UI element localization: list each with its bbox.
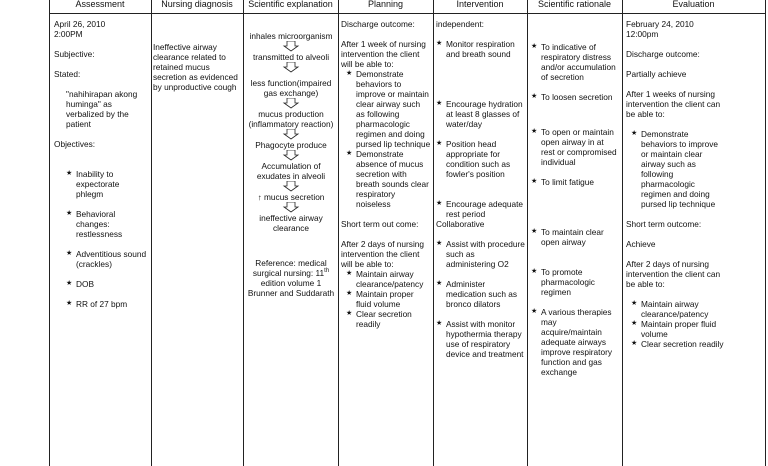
down-arrow-icon xyxy=(282,41,300,52)
evaluation-short-label: Short term outcome: xyxy=(626,219,702,229)
discharge-outcome-intro: After 1 week of nursing intervention the client will be able to: xyxy=(341,39,426,69)
intervention-text: Administer medication such as bronco dilators xyxy=(446,279,518,309)
objective-item xyxy=(54,209,148,239)
pathophysiology-step: less function(impaired gas exchange) xyxy=(250,78,332,98)
table-border-left xyxy=(49,0,50,466)
stated-label: Stated: xyxy=(54,69,81,79)
person-bullet-icon: ★ xyxy=(346,310,353,317)
pathophysiology-step: Accumulation of exudates in alveoli xyxy=(256,161,326,181)
objective-item xyxy=(54,299,148,309)
intervention-text: Assist with monitor hypothermia therapy use of respiratory device and treatment xyxy=(446,319,524,359)
objective-text: Behavioral changes: restlessness xyxy=(76,209,123,239)
person-bullet-icon: ★ xyxy=(531,43,538,50)
header-evaluation: Evaluation xyxy=(672,0,715,9)
rationale-item xyxy=(531,177,619,187)
person-bullet-icon: ★ xyxy=(66,280,73,287)
rationale-text: To maintain clear open airway xyxy=(541,227,604,247)
planning-item xyxy=(341,69,431,149)
evaluation-item-text: Maintain airway clearance/patency xyxy=(641,299,709,319)
rationale-item xyxy=(531,267,619,297)
objective-text: Inability to expectorate phlegm xyxy=(76,169,120,199)
person-bullet-icon: ★ xyxy=(346,70,353,77)
intervention-text: Encourage adequate rest period xyxy=(446,199,524,219)
column-divider xyxy=(243,0,244,466)
evaluation-item-text: Maintain proper fluid volume xyxy=(641,319,717,339)
person-bullet-icon: ★ xyxy=(66,170,73,177)
evaluation-item xyxy=(626,339,731,349)
planning-item-text: Demonstrate absence of mucus secretion with breath sounds clear respiratory noiseless xyxy=(356,149,429,209)
diagnosis-cell xyxy=(153,42,241,92)
intervention-item xyxy=(436,199,525,219)
rationale-text: To limit fatigue xyxy=(541,177,595,187)
person-bullet-icon: ★ xyxy=(66,250,73,257)
header-nursing-diagnosis: Nursing diagnosis xyxy=(161,0,233,9)
pathophysiology-step: inhales microorganism xyxy=(249,31,333,41)
planning-item-text: Clear secretion readily xyxy=(356,309,412,329)
evaluation-short-result: Achieve xyxy=(626,239,656,249)
down-arrow-icon xyxy=(282,181,300,192)
column-divider xyxy=(338,0,339,466)
intervention-item xyxy=(436,319,525,359)
intervention-item xyxy=(436,99,525,129)
person-bullet-icon: ★ xyxy=(346,290,353,297)
rationale-text: To open or maintain open airway in at rest or compromised individual xyxy=(541,127,617,167)
short-term-outcome-intro: After 2 days of nursing intervention the client will be able to: xyxy=(341,239,425,269)
intervention-text: Monitor respiration and breath sound xyxy=(446,39,515,59)
person-bullet-icon: ★ xyxy=(346,150,353,157)
rationale-item xyxy=(531,42,619,82)
evaluation-time: 12:00pm xyxy=(626,29,659,39)
intervention-text: Assist with procedure such as administering O2 xyxy=(446,239,525,269)
reference-text xyxy=(247,258,335,298)
rationale-text: To promote pharmacologic regimen xyxy=(541,267,595,297)
header-intervention: Intervention xyxy=(456,0,504,9)
planning-cell xyxy=(341,19,431,329)
person-bullet-icon: ★ xyxy=(436,240,443,247)
person-bullet-icon: ★ xyxy=(531,93,538,100)
rationale-cell xyxy=(531,42,619,377)
person-bullet-icon: ★ xyxy=(436,40,443,47)
pathophysiology-step: mucus production (inflammatory reaction) xyxy=(248,109,334,129)
reference-line: Reference: medical surgical nursing: 11 xyxy=(252,258,327,278)
column-divider xyxy=(622,0,623,466)
column-divider xyxy=(433,0,434,466)
objective-item xyxy=(54,279,148,289)
pathophysiology-step: Phagocyte produce xyxy=(255,140,327,150)
evaluation-item xyxy=(626,129,719,209)
planning-item xyxy=(341,269,431,289)
evaluation-date: February 24, 2010 xyxy=(626,19,694,29)
intervention-item xyxy=(436,239,525,269)
evaluation-discharge-label: Discharge outcome: xyxy=(626,49,700,59)
planning-item-text: Demonstrate behaviors to improve or maintain clear airway such as following pharmacologic regimen and doing pursed lip technique xyxy=(356,69,431,149)
objectives-label: Objectives: xyxy=(54,139,96,149)
person-bullet-icon: ★ xyxy=(531,268,538,275)
header-planning: Planning xyxy=(367,0,404,9)
assessment-cell xyxy=(54,19,148,309)
planning-item xyxy=(341,289,431,309)
assessment-date: April 26, 2010 xyxy=(54,19,106,29)
planning-item-text: Maintain proper fluid volume xyxy=(356,289,414,309)
rationale-text: To loosen secretion xyxy=(541,92,613,102)
evaluation-short-intro: After 2 days of nursing intervention the client can be able to: xyxy=(626,259,721,289)
evaluation-item-text: Clear secretion readily xyxy=(641,339,724,349)
person-bullet-icon: ★ xyxy=(531,228,538,235)
evaluation-discharge-intro: After 1 weeks of nursing intervention the client can be able to: xyxy=(626,89,721,119)
care-plan-table xyxy=(49,0,766,466)
explanation-cell xyxy=(247,31,335,298)
reference-line: edition volume 1 Brunner and Suddarath xyxy=(247,278,335,298)
rationale-item xyxy=(531,227,619,247)
table-border-right xyxy=(765,0,766,466)
rationale-item xyxy=(531,307,619,377)
evaluation-item xyxy=(626,299,731,319)
header-divider xyxy=(49,13,766,14)
rationale-text: To indicative of respiratory distress and/or accumulation of secretion xyxy=(541,42,616,82)
pathophysiology-step: ineffective airway clearance xyxy=(259,213,323,233)
independent-label: independent: xyxy=(436,19,484,29)
rationale-item xyxy=(531,92,619,102)
header-assessment: Assessment xyxy=(75,0,125,9)
person-bullet-icon: ★ xyxy=(66,210,73,217)
evaluation-discharge-result: Partially achieve xyxy=(626,69,687,79)
intervention-item xyxy=(436,139,525,179)
intervention-cell xyxy=(436,19,525,359)
person-bullet-icon: ★ xyxy=(531,128,538,135)
person-bullet-icon: ★ xyxy=(436,320,443,327)
down-arrow-icon xyxy=(282,62,300,73)
objective-text: RR of 27 bpm xyxy=(76,299,128,309)
objective-text: DOB xyxy=(76,279,94,289)
evaluation-item xyxy=(626,319,731,339)
down-arrow-icon xyxy=(282,98,300,109)
person-bullet-icon: ★ xyxy=(436,140,443,147)
planning-item xyxy=(341,149,431,209)
person-bullet-icon: ★ xyxy=(531,308,538,315)
person-bullet-icon: ★ xyxy=(631,130,638,137)
person-bullet-icon: ★ xyxy=(346,270,353,277)
patient-quote: "nahihirapan akong huminga" as verbalized by the patient xyxy=(66,89,138,129)
objective-item xyxy=(54,169,148,199)
pathophysiology-step: ↑ mucus secretion xyxy=(257,192,325,202)
objective-item xyxy=(54,249,148,269)
reference-superscript: th xyxy=(324,268,330,275)
down-arrow-icon xyxy=(282,202,300,213)
person-bullet-icon: ★ xyxy=(436,280,443,287)
objective-text: Adventitious sound (crackles) xyxy=(76,249,147,269)
intervention-text: Encourage hydration at least 8 glasses of water/day xyxy=(446,99,523,129)
person-bullet-icon: ★ xyxy=(631,340,638,347)
evaluation-item-text: Demonstrate behaviors to improve or maintain clear airway such as following pharmacologic regimen and doing pursed lip technique xyxy=(641,129,719,209)
diagnosis-text: Ineffective airway clearance related to retained mucus secretion as evidenced by unproductive cough xyxy=(153,42,238,92)
person-bullet-icon: ★ xyxy=(631,300,638,307)
down-arrow-icon xyxy=(282,150,300,161)
rationale-text: A various therapies may acquire/maintain adequate airways improve respiratory function and gas exchange xyxy=(541,307,613,377)
planning-item xyxy=(341,309,431,329)
discharge-outcome-label: Discharge outcome: xyxy=(341,19,415,29)
person-bullet-icon: ★ xyxy=(531,178,538,185)
rationale-item xyxy=(531,127,619,167)
collaborative-label: Collaborative xyxy=(436,219,485,229)
header-scientific-rationale: Scientific rationale xyxy=(537,0,612,9)
person-bullet-icon: ★ xyxy=(66,300,73,307)
evaluation-cell xyxy=(626,19,762,349)
pathophysiology-step: transmitted to alveoli xyxy=(252,52,330,62)
person-bullet-icon: ★ xyxy=(436,100,443,107)
column-divider xyxy=(151,0,152,466)
short-term-outcome-label: Short term out come: xyxy=(341,219,419,229)
column-divider xyxy=(527,0,528,466)
intervention-text: Position head appropriate for condition such as fowler's position xyxy=(446,139,511,179)
planning-item-text: Maintain airway clearance/patency xyxy=(356,269,424,289)
subjective-label: Subjective: xyxy=(54,49,95,59)
intervention-item xyxy=(436,39,525,59)
person-bullet-icon: ★ xyxy=(436,200,443,207)
assessment-time: 2:00PM xyxy=(54,29,83,39)
person-bullet-icon: ★ xyxy=(631,320,638,327)
down-arrow-icon xyxy=(282,129,300,140)
header-scientific-explanation: Scientific explanation xyxy=(248,0,333,9)
intervention-item xyxy=(436,279,525,309)
